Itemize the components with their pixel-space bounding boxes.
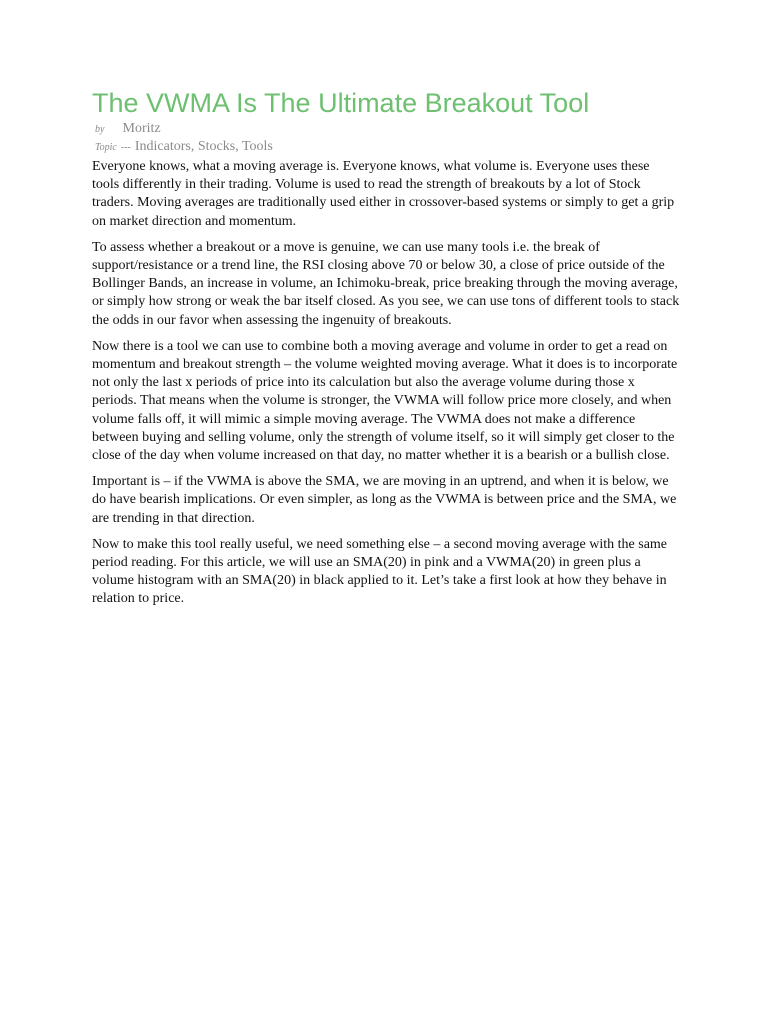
paragraph: To assess whether a breakout or a move is genuine, we can use many tools i.e. the break of support/resistance or a trend line, the RSI closing above 70 or below 30, a close of price outside of the Bollinger Bands, an increase in volume, an Ichimoku-break, price breaking through the moving average, or simply how strong or weak the bar itself closed. As you see, we can use tons of different tools to stack the odds in our favor when assessing the ingenuity of breakouts.: [92, 239, 680, 328]
topic-line: [92, 138, 680, 156]
topic-label: Topic: [95, 142, 117, 153]
topic-separator: ---: [120, 142, 131, 153]
by-label: by: [95, 124, 105, 135]
article-body: [92, 158, 680, 609]
byline: [92, 120, 680, 138]
author-name: Moritz: [122, 121, 161, 136]
paragraph: Important is – if the VWMA is above the SMA, we are moving in an uptrend, and when it is below, we do have bearish implications. Or even simpler, as long as the VWMA is between price and the SMA, we are trending in that direction.: [92, 474, 677, 526]
topic-list: Indicators, Stocks, Tools: [134, 139, 273, 154]
article-title: The VWMA Is The Ultimate Breakout Tool: [92, 88, 590, 118]
paragraph: Now there is a tool we can use to combine both a moving average and volume in order to get a read on momentum and breakout strength – the volume weighted moving average. What it does is to incorporate not only the last x periods of price into its calculation but also the average volume during those x periods. That means when the volume is stronger, the VWMA will follow price more closely, and when volume falls off, it will mimic a simple moving average. The VWMA does not make a difference between buying and selling volume, only the strength of volume itself, so it will simply get closer to the close of the day when volume increased on that day, no matter whether it is a bearish or a bullish close.: [92, 338, 678, 464]
paragraph: Now to make this tool really useful, we need something else – a second moving average with the same period reading. For this article, we will use an SMA(20) in pink and a VWMA(20) in green plus a volume histogram with an SMA(20) in black applied to it. Let’s take a first look at how they behave in relation to price.: [92, 536, 668, 607]
article: [92, 86, 680, 617]
paragraph: Everyone knows, what a moving average is. Everyone knows, what volume is. Everyone uses these tools differently in their trading. Volume is used to read the strength of breakouts by a lot of Stock traders. Moving averages are traditionally used either in crossover-based systems or simply to get a grip on market direction and momentum.: [92, 159, 675, 229]
